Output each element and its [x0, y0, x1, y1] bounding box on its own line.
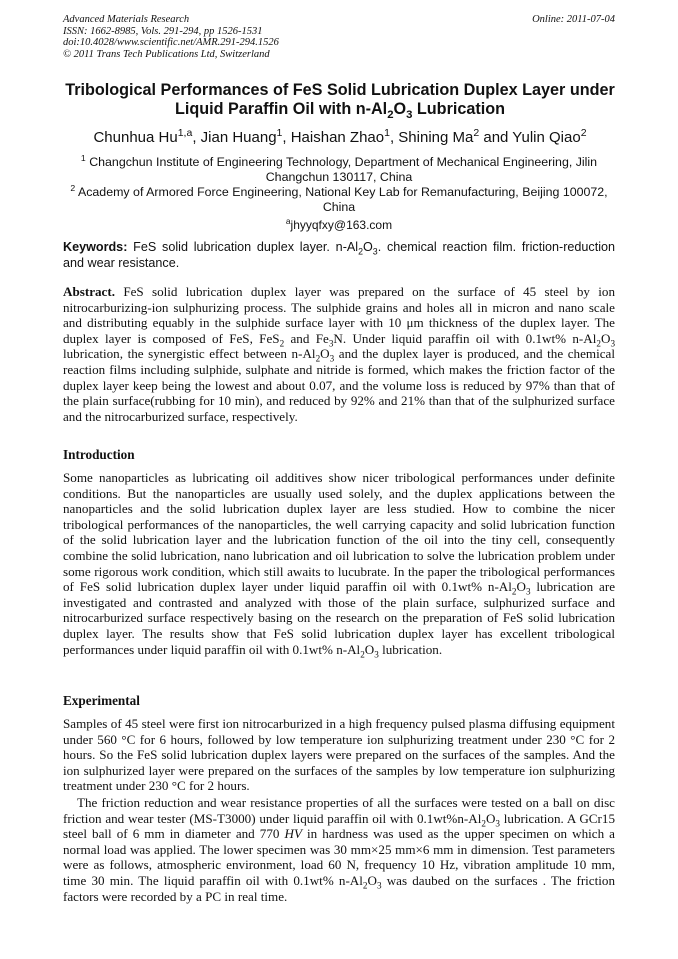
- experimental-paragraph-1: Samples of 45 steel were first ion nitrocarburized in a high frequency pulsed plasma diffusing equipment under 560 °C for 6 hours, followed by low temperature ion sulphurizing treatment under 230 °C for 2 hours. So the FeS solid lubrication duplex layers were prepared on the surfaces of the samples. And the ion sulphurized layer were prepared on the surfaces of the samples by low temperature ion sulphurizing treatment under 230 °C for 2 hours.: [63, 716, 615, 794]
- issn-line: ISSN: 1662-8985, Vols. 291-294, pp 1526-1531: [63, 25, 263, 37]
- experimental-paragraph-2: The friction reduction and wear resistance properties of all the surfaces were tested on a ball on disc friction and wear tester (MS-T3000) under liquid paraffin oil with $0.1wt\%n-Al_2O_3$ lubrication. A GCr15 steel ball of 6 mm in diameter and 770 HV in hardness was used as the upper specimen on which a normal load was applied. The lower specimen was 30 mm×25 mm×6 mm in dimension. Test parameters were as follows, atmospheric environment, load 60 N, frequency 10 Hz, vibration amplitude 10 mm, time 30 min. The liquid paraffin oil with 0.1wt% $n-Al_2O_3$ was daubed on the surfaces . The friction factors were recorded by a PC in real time.: [63, 795, 615, 904]
- keywords: Keywords: FeS solid lubrication duplex layer. $n-Al_2O_3$. chemical reaction film. friction-reduction and wear resistance.: [63, 240, 615, 270]
- experimental-heading: Experimental: [63, 693, 140, 708]
- doi-line: doi:10.4028/www.scientific.net/AMR.291-294.1526: [63, 37, 279, 48]
- keywords-label: Keywords:: [63, 240, 128, 254]
- introduction-heading: Introduction: [63, 447, 135, 462]
- online-date: Online: 2011-07-04: [532, 14, 615, 25]
- author-list: Chunhua Hu$^{1,a}$, Jian Huang$^1$, Haishan Zhao$^1$, Shining Ma$^2$ and Yulin Qiao$^2$: [93, 127, 587, 146]
- copyright-line: © 2011 Trans Tech Publications Ltd, Switzerland: [63, 48, 270, 60]
- abstract: Abstract. FeS solid lubrication duplex layer was prepared on the surface of 45 steel by ion nitrocarburizing-ion sulphurizing process. The sulphide grains and holes all in micron and nano scale and distributing equably in the sulphide surface layer with 10 μm thickness of the duplex layer. The duplex layer is composed of FeS, FeS$_2$ and $Fe_3N$. Under liquid paraffin oil with 0.1wt% $n-Al_2O_3$ lubrication, the synergistic effect between $n-Al_2O_3$ and the duplex layer is produced, and the chemical reaction films including sulphide, sulphate and nitride is formed, which makes the friction factor of the duplex layer keep being the lowest and about 0.07, and the volume loss is reduced by 97% than that of the plain surface(rubbing for 10 min), and reduced by 92% and 21% than that of the sulphurized surface and the nitrocarburized surface, respectively.: [63, 284, 616, 424]
- title-line-2: Liquid Paraffin Oil with $n-Al_2O_3$ Lubrication: [174, 100, 506, 122]
- corresponding-email: $^a$jhyyqfxy@163.com: [285, 216, 393, 232]
- title-line-1: Tribological Performances of FeS Solid Lubrication Duplex Layer under: [65, 81, 615, 99]
- abstract-label: Abstract.: [63, 284, 115, 299]
- journal-header: [63, 14, 615, 60]
- affiliation-1: $^1$ Changchun Institute of Engineering Technology, Department of Mechanical Engineering, Jilin Changchun 130117, China: [80, 152, 598, 184]
- paper-title: [40, 81, 640, 122]
- introduction-paragraph: Some nanoparticles as lubricating oil additives show nicer tribological performances under definite conditions. But the nanoparticles are usually used solely, and the duplex applications between the nanoparticles and the solid lubrication duplex layer are less studied. How to combine the nicer tribological performances of the nanoparticles, the well carrying capacity and solid lubrication function of the solid lubrication layer and the lubrication function of the oil into the tiny cell, consequently combine the solid lubrication, nano lubrication and oil lubrication to solve the lubrication problem under some rigorous work condition, which still awaits to lucubrate. In the paper the tribological performances of FeS solid lubrication duplex layer under liquid paraffin oil with 0.1wt% $n-Al_2O_3$ lubrication are investigated and contrasted and analyzed with those of the plain surface, sulphurized surface and nitrocarburized surface respectively basing on the research on the preparation of FeS solid lubrication duplex layer. The results show that FeS solid lubrication duplex layer has excellent tribological performances under liquid paraffin oil with 0.1wt% $n-Al_2O_3$ lubrication.: [63, 470, 616, 660]
- affiliation-2: $^2$ Academy of Armored Force Engineering, National Key Lab for Remanufacturing, Beijing 100072, China: [70, 182, 608, 214]
- journal-name: Advanced Materials Research: [63, 14, 190, 25]
